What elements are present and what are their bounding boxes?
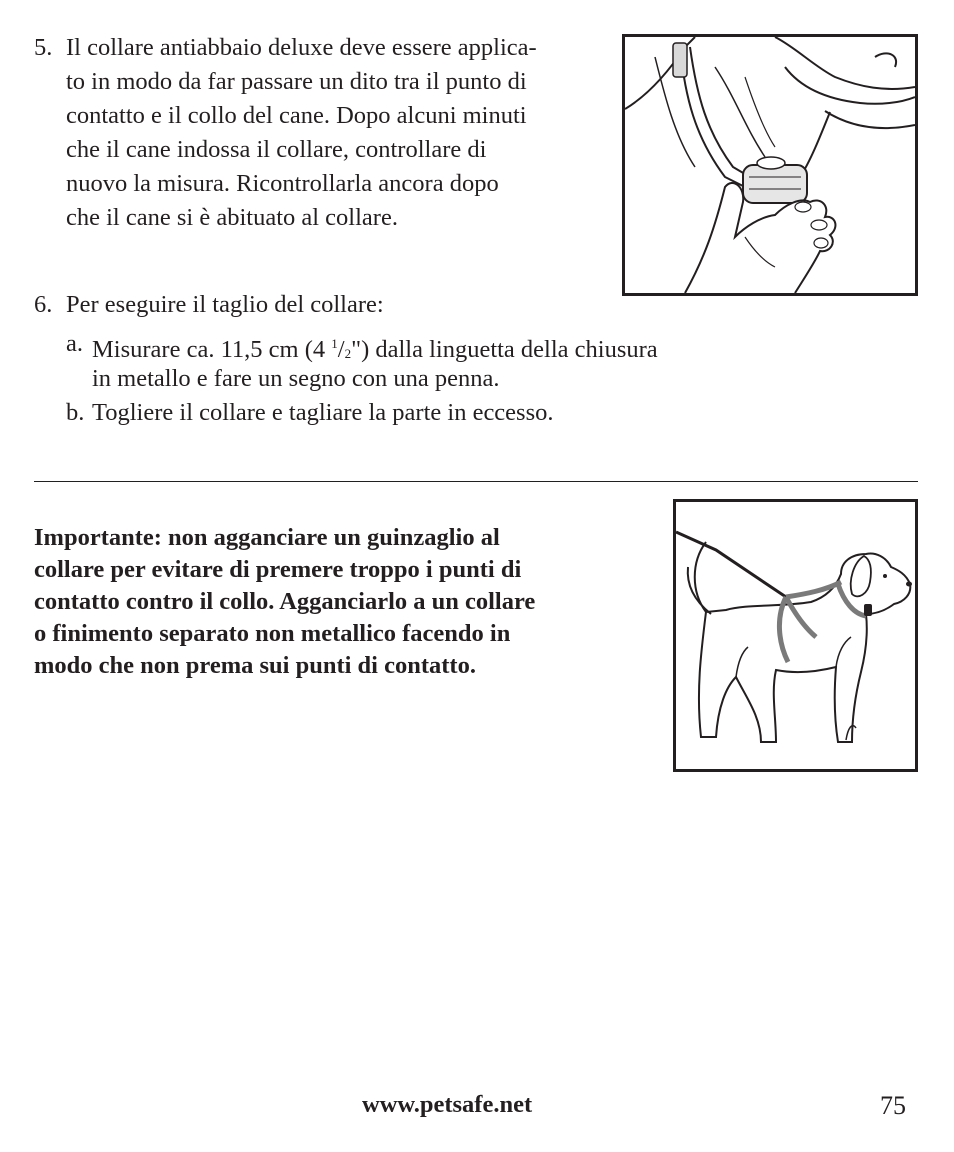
page-number: 75 bbox=[880, 1091, 906, 1120]
step-6a-line-2: in metallo e fare un segno con una penna. bbox=[92, 365, 500, 392]
important-line: modo che non prema sui punti di contatto. bbox=[34, 652, 476, 679]
step-5-line: Il collare antiabbaio deluxe deve essere applica- bbox=[66, 34, 537, 61]
step-6b-text: Togliere il collare e tagliare la parte in eccesso. bbox=[92, 399, 554, 426]
fraction-slash: / bbox=[337, 336, 345, 363]
step-5-line: to in modo da far passare un dito tra il punto di bbox=[66, 68, 527, 95]
footer-website: www.petsafe.net bbox=[362, 1091, 533, 1118]
fraction-numerator: 1 bbox=[331, 336, 338, 351]
important-line: o finimento separato non metallico facendo in bbox=[34, 620, 511, 647]
step-5-line: nuovo la misura. Ricontrollarla ancora dopo bbox=[66, 170, 499, 197]
section-divider bbox=[34, 481, 918, 482]
step-5-line: che il cane si è abituato al collare. bbox=[66, 204, 398, 231]
step-6a-text-after: ") dalla linguetta della chiusura bbox=[351, 336, 658, 363]
step-6a-text-before: Misurare ca. 11,5 cm (4 bbox=[92, 336, 332, 363]
step-6a-marker: a. bbox=[66, 330, 83, 357]
important-line: collare per evitare di premere troppo i punti di bbox=[34, 556, 522, 583]
step-5-number: 5. bbox=[34, 34, 53, 61]
collar-fit-illustration bbox=[622, 34, 918, 296]
dog-neck-collar-drawing bbox=[625, 37, 915, 293]
step-5-line: che il cane indossa il collare, controllare di bbox=[66, 136, 487, 163]
important-line: contatto contro il collo. Agganciarlo a un collare bbox=[34, 588, 536, 615]
step-6b-marker: b. bbox=[66, 399, 85, 426]
dog-harness-illustration bbox=[673, 499, 918, 772]
fraction-denominator: 2 bbox=[344, 346, 352, 361]
step-6-number: 6. bbox=[34, 291, 53, 318]
important-line: Importante: non agganciare un guinzaglio al bbox=[34, 524, 500, 551]
step-5-line: contatto e il collo del cane. Dopo alcuni minuti bbox=[66, 102, 527, 129]
dog-harness-drawing bbox=[676, 502, 915, 769]
step-6-intro: Per eseguire il taglio del collare: bbox=[66, 291, 384, 318]
